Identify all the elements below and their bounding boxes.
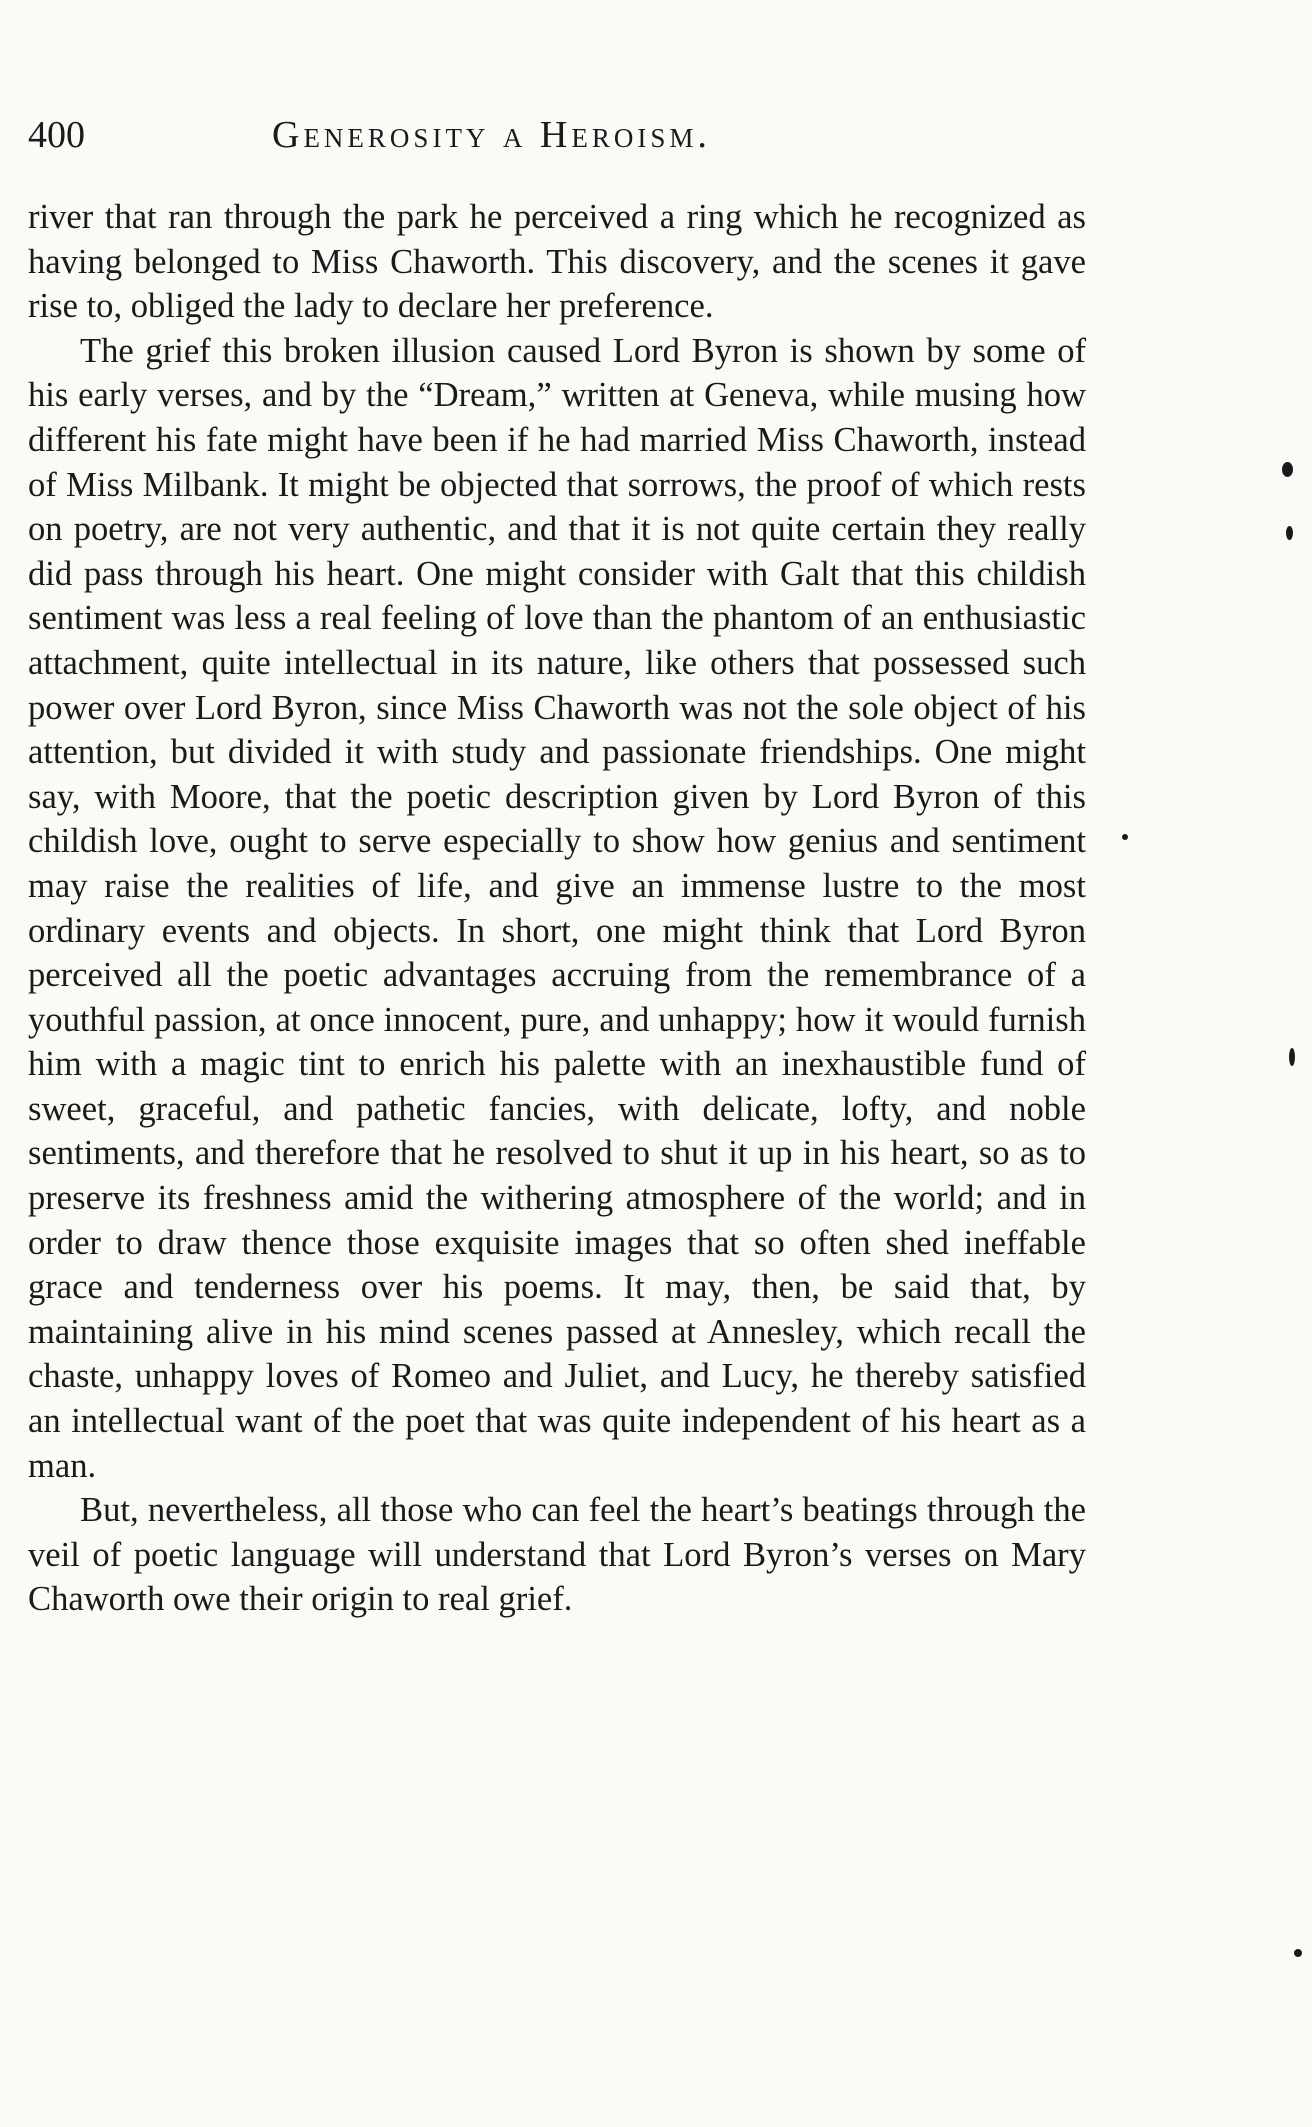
scan-speck: [1122, 834, 1128, 840]
scan-speck: [1286, 526, 1293, 540]
body-text: [28, 195, 1086, 1622]
scan-speck: [1289, 1048, 1295, 1066]
running-head: [28, 105, 1086, 165]
book-page: [28, 105, 1086, 1622]
paragraph-byron-grief: The grief this broken illusion caused Lord Byron is shown by some of his early verses, and by the “Dream,” written at Geneva, while musing how different his fate might have been if he had married Miss Chaworth, instead of Miss Milbank. It might be objected that sorrows, the proof of which rests on poetry, are not very authentic, and that it is not quite certain they really did pass through his heart. One might consider with Galt that this childish sentiment was less a real feeling of love than the phantom of an enthusiastic attachment, quite intellectual in its nature, like others that possessed such power over Lord Byron, since Miss Chaworth was not the sole object of his attention, but divided it with study and passionate friendships. One might say, with Moore, that the poetic description given by Lord Byron of this childish love, ought to serve especially to show how genius and sentiment may raise the realities of life, and give an immense lustre to the most ordinary events and objects. In short, one might think that Lord Byron perceived all the poetic advantages accruing from the remembrance of a youthful passion, at once innocent, pure, and unhappy; how it would furnish him with a magic tint to enrich his palette with an inexhaustible fund of sweet, graceful, and pathetic fancies, with delicate, lofty, and noble sentiments, and therefore that he resolved to shut it up in his heart, so as to preserve its freshness amid the withering atmosphere of the world; and in order to draw thence those exquisite images that so often shed ineffable grace and tenderness over his poems. It may, then, be said that, by maintaining alive in his mind scenes passed at Annesley, which recall the chaste, unhappy loves of Romeo and Juliet, and Lucy, he thereby satisfied an intellectual want of the poet that was quite independent of his heart as a man.: [28, 331, 1086, 1485]
scan-speck: [1294, 1949, 1302, 1957]
running-title: Generosity a Heroism.: [272, 114, 711, 156]
scan-speck: [1282, 462, 1293, 477]
paragraph-conclusion: But, nevertheless, all those who can feel the heart’s beatings through the veil of poetic language will understand that Lord Byron’s verses on Mary Chaworth owe their origin to real grief.: [28, 1491, 1086, 1619]
page-number: 400: [28, 114, 85, 156]
paragraph-continued: river that ran through the park he perceived a ring which he recognized as having belonged to Miss Chaworth. This discovery, and the scenes it gave rise to, obliged the lady to declare her preference.: [28, 198, 1086, 326]
